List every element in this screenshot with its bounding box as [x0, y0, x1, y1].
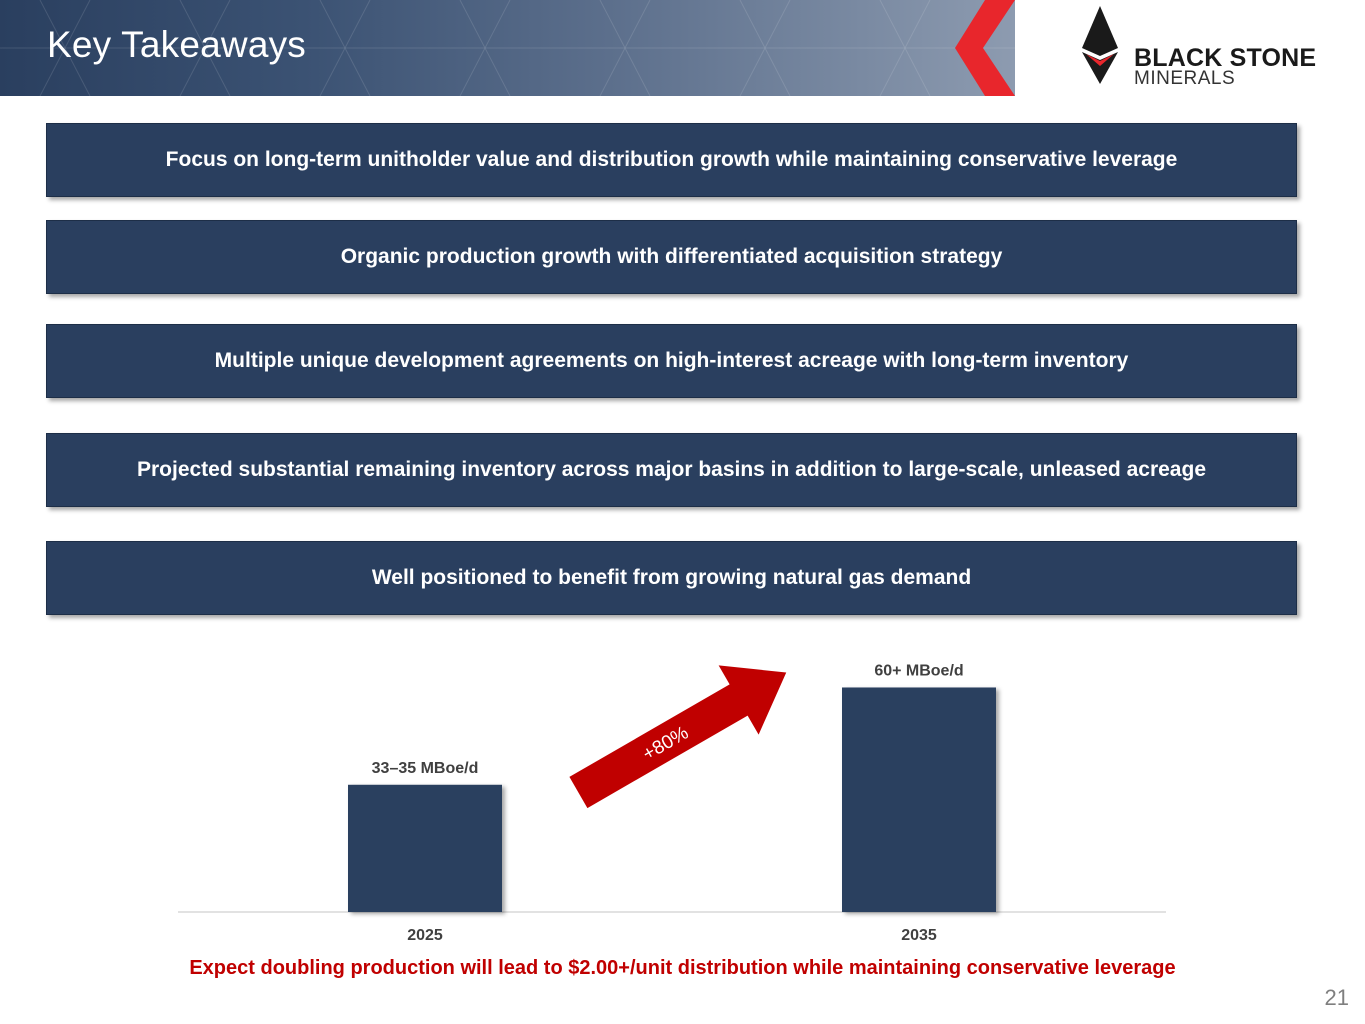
data-label-2025: 33–35 MBoe/d — [371, 759, 479, 777]
production-chart — [0, 630, 1365, 960]
growth-arrow — [558, 638, 806, 827]
bar-2025 — [348, 785, 502, 912]
company-logo — [1080, 4, 1340, 90]
takeaway-box-4: Projected substantial remaining inventory across major basins in addition to large-scale, unleased acreage — [46, 433, 1297, 507]
production-chart-svg — [0, 630, 1365, 960]
footer-note: Expect doubling production will lead to $2.00+/unit distribution while maintaining conservative leverage — [189, 957, 1176, 979]
x-tick-2025: 2025 — [407, 927, 443, 944]
slide-header — [0, 0, 1365, 96]
logo-text-minerals: MINERALS — [1134, 68, 1236, 89]
takeaway-box-5: Well positioned to benefit from growing natural gas demand — [46, 541, 1297, 615]
data-label-2035: 60+ MBoe/d — [874, 662, 964, 680]
logo-text-black-stone: BLACK STONE — [1134, 44, 1317, 72]
header-red-chevron — [955, 0, 1025, 96]
page-title: Key Takeaways — [47, 24, 306, 65]
takeaway-box-3: Multiple unique development agreements on high-interest acreage with long-term inventory — [46, 324, 1297, 398]
x-tick-2035: 2035 — [901, 927, 937, 944]
bar-2035 — [842, 687, 996, 912]
arrow-annotation: +80% — [639, 722, 693, 766]
diamond-logo-icon — [1080, 4, 1126, 88]
page-number: 21 — [1324, 985, 1349, 1010]
takeaway-box-1: Focus on long-term unitholder value and distribution growth while maintaining conservative leverage — [46, 123, 1297, 197]
takeaway-box-2: Organic production growth with differentiated acquisition strategy — [46, 220, 1297, 294]
